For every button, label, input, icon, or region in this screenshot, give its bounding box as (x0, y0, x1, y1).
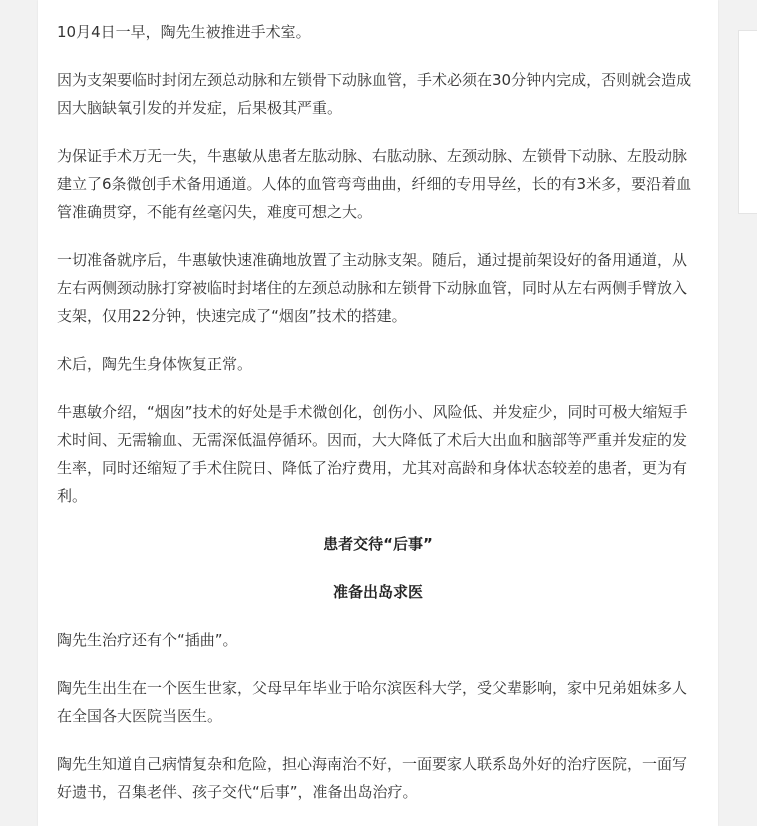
paragraph: 10月4日一早，陶先生被推进手术室。 (57, 23, 311, 41)
section-heading: 准备出岛求医 (332, 583, 423, 601)
paragraph: 因为支架要临时封闭左颈总动脉和左锁骨下动脉血管，手术必须在30分钟内完成，否则就会造成因大脑缺氧引发的并发症，后果极其严重。 (57, 71, 692, 117)
paragraph: 陶先生知道自己病情复杂和危险，担心海南治不好，一面要家人联系岛外好的治疗医院，一面写好遗书，召集老伴、孩子交代“后事”，准备出岛治疗。 (57, 755, 688, 801)
side-panel (738, 30, 757, 214)
section-heading: 患者交待“后事” (323, 535, 433, 553)
paragraph: 牛惠敏介绍，“烟囱”技术的好处是手术微创化，创伤小、风险低、并发症少，同时可极大缩短手术时间、无需输血、无需深低温停循环。因而，大大降低了术后大出血和脑部等严重并发症的发生率，同时还缩短了手术住院日、降低了治疗费用，尤其对高龄和身体状态较差的患者，更为有利。 (57, 403, 688, 505)
paragraph: 为保证手术万无一失，牛惠敏从患者左肱动脉、右肱动脉、左颈动脉、左锁骨下动脉、左股动脉建立了6条微创手术备用通道。人体的血管弯弯曲曲，纤细的专用导丝，长的有3米多，要沿着血管准确贯穿，不能有丝毫闪失，难度可想之大。 (57, 147, 692, 221)
paragraph: 术后，陶先生身体恢复正常。 (57, 355, 253, 373)
paragraph: 陶先生治疗还有个“插曲”。 (57, 631, 238, 649)
paragraph: 一切准备就序后，牛惠敏快速准确地放置了主动脉支架。随后，通过提前架设好的备用通道，从左右两侧颈动脉打穿被临时封堵住的左颈总动脉和左锁骨下动脉血管，同时从左右两侧手臂放入支架，仅用22分钟，快速完成了“烟囱”技术的搭建。 (57, 251, 688, 325)
article-body (57, 18, 699, 806)
paragraph: 陶先生出生在一个医生世家，父母早年毕业于哈尔滨医科大学，受父辈影响，家中兄弟姐妹多人在全国各大医院当医生。 (57, 679, 688, 725)
